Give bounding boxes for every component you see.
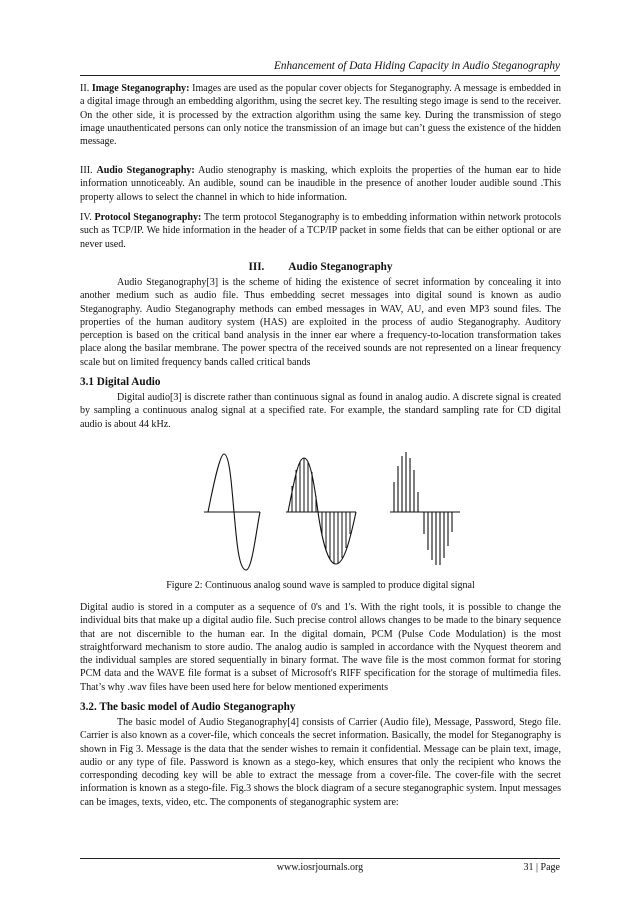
term: Protocol Steganography:: [94, 212, 202, 223]
sampled-wave: [286, 458, 356, 564]
item-number: III.: [80, 165, 97, 176]
digital-audio-paragraph: Digital audio is stored in a computer as a sequence of 0's and 1's. With the right tools, it is possible to change the individual bits that make up a digital audio file. Such precise control allows changes to be made to the binary sequence that are not discernible to the human ear. In the digital domain, PCM (Pulse Code Modulation) is the most straightforward mechanism to store audio. The analog audio is sampled in accordance with the Nyquest theorem and the individual samples are stored sequentially in binary format. The wave file is the most common format for storing PCM data and the WAVE file format is a subset of Microsoft's RIFF specification for the storage of multimedia files. That’s why .wav files have been used here for below mentioned experiments: [80, 602, 561, 693]
term: Audio Steganography:: [96, 165, 195, 176]
digital-samples: [390, 452, 460, 565]
item-number: II.: [80, 83, 92, 94]
subsection-body-3-2: The basic model of Audio Steganography[4] consists of Carrier (Audio file), Message, Password, Stego file. Carrier is also known as a cover-file, which conceals the secret information. Basically, the model for Steganography is shown in Fig 3. Message is the data that the sender wishes to remain it confidential. Message can be plain text, image, audio or any type of file. Password is known as a stego-key, which ensures that only the recipient who knows the corresponding decoding key will be able to extract the message from a cover-file. The cover-file with the secret information is known as a stego-file. Fig.3 shows the block diagram of a secure steganographic system. Input messages can be images, texts, video, etc. The components of steganographic system are:: [80, 717, 561, 808]
figure-2-drawing: [204, 452, 464, 572]
section-number: III.: [248, 261, 265, 273]
header-rule: [80, 75, 560, 76]
paragraph-text: Images are used as the popular cover objects for Steganography. A message is embedded in a digital image through an embedding algorithm, using the secret key. The resulting stego image is send to the receiver. On the other side, it is processed by the extraction algorithm using the same key. During the transmission of stego image unauthenticated persons can only notice the transmission of an image but can’t guess the existence of the hidden message.: [80, 83, 562, 148]
subsection-heading-3-1: 3.1 Digital Audio: [80, 376, 161, 388]
subsection-body-3-1: Digital audio[3] is discrete rather than continuous signal as found in analog audio. A discrete signal is created by sampling a continuous analog signal at a specified rate. For example, the standard sampling rate for CD digital audio is about 44 kHz.: [80, 392, 561, 430]
page-number: 31 | Page: [523, 862, 560, 873]
audio-steganography-paragraph: [80, 164, 561, 204]
figure-2-caption: Figure 2: Continuous analog sound wave is sampled to produce digital signal: [166, 580, 475, 591]
running-title: Enhancement of Data Hiding Capacity in Audio Steganography: [274, 60, 560, 72]
image-steganography-paragraph: [80, 82, 561, 148]
protocol-steganography-paragraph: [80, 211, 561, 251]
continuous-wave: [204, 454, 260, 570]
section-heading: [80, 261, 561, 273]
section-title: Audio Steganography: [288, 261, 393, 273]
paragraph-text: The term protocol Steganography is to embedding information within network protocols such as TCP/IP. We hide information in the header of a TCP/IP packet in some fields that can be either optional or are never used.: [80, 212, 561, 250]
subsection-heading-3-2: 3.2. The basic model of Audio Steganography: [80, 701, 296, 713]
term: Image Steganography:: [91, 83, 190, 94]
footer-rule: [80, 858, 560, 859]
section-body: Audio Steganography[3] is the scheme of hiding the existence of secret information by concealing it into another medium such as audio file. Thus embedding secret messages into digital sound is known as audio Steganography. Audio Steganography methods can embed messages in WAV, AU, and even MP3 sound files. The properties of the human auditory system (HAS) are exploited in the process of audio Steganography. Auditory perception is based on the critical band analysis in the inner ear where a frequency-to-location transformation takes place along the basilar membrane. The power spectra of the received sounds are not represented on a linear frequency scale but on limited frequency bands called critical bands: [80, 277, 561, 368]
item-number: IV.: [80, 212, 95, 223]
paragraph-text: Audio stenography is masking, which exploits the properties of the human ear to hide information unnoticeably. An audible, sound can be inaudible in the presence of another louder audible sound .This property allows to select the channel in which to hide information.: [80, 165, 562, 203]
figure-2: [204, 452, 464, 572]
journal-url: www.iosrjournals.org: [276, 862, 364, 873]
